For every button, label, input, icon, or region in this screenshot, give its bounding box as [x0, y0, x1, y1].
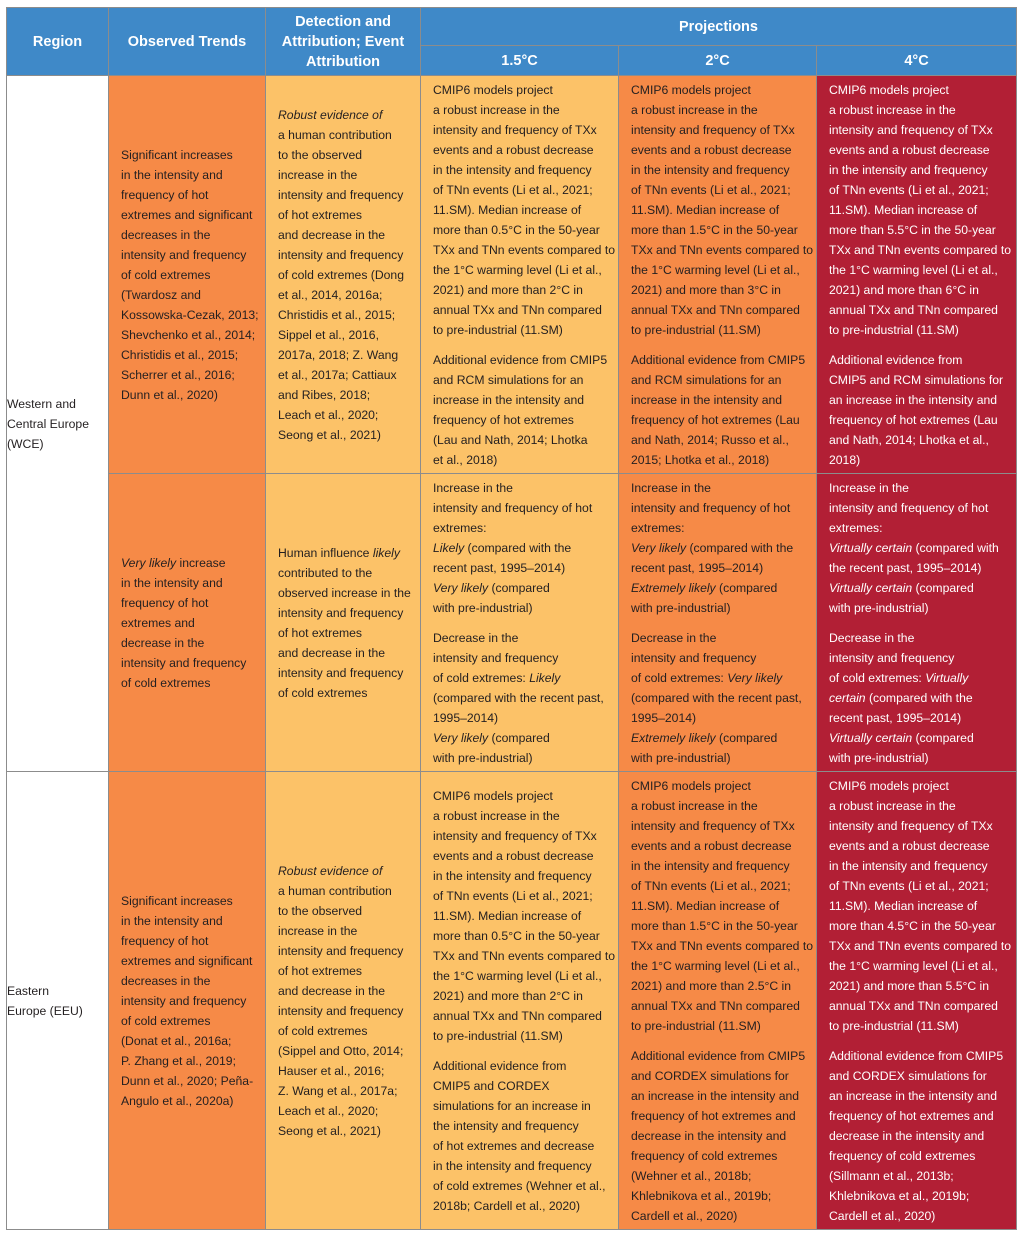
wce-observed-likelihood: Very likely increase in the intensity and frequency of hot extremes and decrease in the intensity and frequency of cold extremes	[109, 474, 266, 772]
eeu-detection-hot-cold: Robust evidence of a human contribution to the observed increase in the intensity and frequency of hot extremes and decrease in the intensity and frequency of cold extremes (Sippel and Otto, 2014; Hauser et al., 2016; Z. Wang et al., 2017a; Leach et al., 2020; Seong et al., 2021)	[266, 772, 421, 1230]
wce-detection-likelihood: Human influence likely contributed to the observed increase in the intensity and frequency of hot extremes and decrease in the intensity and frequency of cold extremes	[266, 474, 421, 772]
region-wce-label: Western and Central Europe (WCE)	[7, 396, 89, 451]
wce-proj-2c-hot-cold: CMIP6 models project a robust increase in the intensity and frequency of TXx events and a robust decrease in the intensity and frequency of TNn events (Li et al., 2021; 11.SM). Median increase of more than 1.5°C in the 50-year TXx and TNn events compared to the 1°C warming level (Li et al., 2021) and more than 3°C in annual TXx and TNn compared to pre-industrial (11.SM) Additional evidence from CMIP5 and RCM simulations for an increase in the intensity and frequency of hot extremes (Lau and Nath, 2014; Russo et al., 2015; Lhotka et al., 2018)	[619, 76, 817, 474]
header-projections: Projections	[421, 8, 1017, 46]
region-eeu-label: Eastern Europe (EEU)	[7, 983, 83, 1018]
eeu-observed-hot-cold: Significant increases in the intensity and frequency of hot extremes and significant decreases in the intensity and frequency of cold extremes (Donat et al., 2016a; P. Zhang et al., 2019; Dunn et al., 2020; Peña- Angulo et al., 2020a)	[109, 772, 266, 1230]
eeu-proj-1-5c: CMIP6 models project a robust increase in the intensity and frequency of TXx events and a robust decrease in the intensity and frequency of TNn events (Li et al., 2021; 11.SM). Median increase of more than 0.5°C in the 50-year TXx and TNn events compared to the 1°C warming level (Li et al., 2021) and more than 2°C in annual TXx and TNn compared to pre-industrial (11.SM) Additional evidence from CMIP5 and CORDEX simulations for an increase in the intensity and frequency of hot extremes and decrease in the intensity and frequency of cold extremes (Wehner et al., 2018b; Cardell et al., 2020)	[421, 772, 619, 1230]
wce-observed-hot-cold: Significant increases in the intensity and frequency of hot extremes and significant decreases in the intensity and frequency of cold extremes (Twardosz and Kossowska-Cezak, 2013; Shevchenko et al., 2014; Christidis et al., 2015; Scherrer et al., 2016; Dunn et al., 2020)	[109, 76, 266, 474]
eeu-proj-2c: CMIP6 models project a robust increase in the intensity and frequency of TXx events and a robust decrease in the intensity and frequency of TNn events (Li et al., 2021; 11.SM). Median increase of more than 1.5°C in the 50-year TXx and TNn events compared to the 1°C warming level (Li et al., 2021) and more than 2.5°C in annual TXx and TNn compared to pre-industrial (11.SM) Additional evidence from CMIP5 and CORDEX simulations for an increase in the intensity and frequency of hot extremes and decrease in the intensity and frequency of cold extremes (Wehner et al., 2018b; Khlebnikova et al., 2019b; Cardell et al., 2020)	[619, 772, 817, 1230]
wce-proj-1-5c-hot-cold: CMIP6 models project a robust increase in the intensity and frequency of TXx events and a robust decrease in the intensity and frequency of TNn events (Li et al., 2021; 11.SM). Median increase of more than 0.5°C in the 50-year TXx and TNn events compared to the 1°C warming level (Li et al., 2021) and more than 2°C in annual TXx and TNn compared to pre-industrial (11.SM) Additional evidence from CMIP5 and RCM simulations for an increase in the intensity and frequency of hot extremes (Lau and Nath, 2014; Lhotka et al., 2018)	[421, 76, 619, 474]
header-detection-attribution: Detection and Attribution; Event Attribution	[266, 8, 421, 76]
header-4c: 4°C	[817, 46, 1017, 76]
region-eeu	[7, 772, 109, 1230]
wce-proj-2c-likelihood: Increase in the intensity and frequency of hot extremes: Very likely (compared with the recent past, 1995–2014) Extremely likely (compared with pre-industrial) Decrease in the intensity and frequency of cold extremes: Very likely (compared with the recent past, 1995–2014) Extremely likely (compared with pre-industrial)	[619, 474, 817, 772]
wce-detection-hot-cold: Robust evidence of a human contribution to the observed increase in the intensity and frequency of hot extremes and decrease in the intensity and frequency of cold extremes (Dong et al., 2014, 2016a; Christidis et al., 2015; Sippel et al., 2016, 2017a, 2018; Z. Wang et al., 2017a; Cattiaux and Ribes, 2018; Leach et al., 2020; Seong et al., 2021)	[266, 76, 421, 474]
header-1-5c: 1.5°C	[421, 46, 619, 76]
extremes-table	[6, 7, 1017, 1230]
eeu-proj-4c: CMIP6 models project a robust increase in the intensity and frequency of TXx events and a robust decrease in the intensity and frequency of TNn events (Li et al., 2021; 11.SM). Median increase of more than 4.5°C in the 50-year TXx and TNn events compared to the 1°C warming level (Li et al., 2021) and more than 5.5°C in annual TXx and TNn compared to pre-industrial (11.SM) Additional evidence from CMIP5 and CORDEX simulations for an increase in the intensity and frequency of hot extremes and decrease in the intensity and frequency of cold extremes (Sillmann et al., 2013b; Khlebnikova et al., 2019b; Cardell et al., 2020)	[817, 772, 1017, 1230]
header-region: Region	[7, 8, 109, 76]
header-2c: 2°C	[619, 46, 817, 76]
wce-proj-1-5c-likelihood: Increase in the intensity and frequency of hot extremes: Likely (compared with the recent past, 1995–2014) Very likely (compared with pre-industrial) Decrease in the intensity and frequency of cold extremes: Likely (compared with the recent past, 1995–2014) Very likely (compared with pre-industrial)	[421, 474, 619, 772]
header-observed-trends: Observed Trends	[109, 8, 266, 76]
wce-proj-4c-likelihood: Increase in the intensity and frequency of hot extremes: Virtually certain (compared with the recent past, 1995–2014) Virtually certain (compared with pre-industrial) Decrease in the intensity and frequency of cold extremes: Virtually certain (compared with the recent past, 1995–2014) Virtually certain (compared with pre-industrial)	[817, 474, 1017, 772]
wce-proj-4c-hot-cold: CMIP6 models project a robust increase in the intensity and frequency of TXx events and a robust decrease in the intensity and frequency of TNn events (Li et al., 2021; 11.SM). Median increase of more than 5.5°C in the 50-year TXx and TNn events compared to the 1°C warming level (Li et al., 2021) and more than 6°C in annual TXx and TNn compared to pre-industrial (11.SM) Additional evidence from CMIP5 and RCM simulations for an increase in the intensity and frequency of hot extremes (Lau and Nath, 2014; Lhotka et al., 2018)	[817, 76, 1017, 474]
region-wce	[7, 76, 109, 772]
